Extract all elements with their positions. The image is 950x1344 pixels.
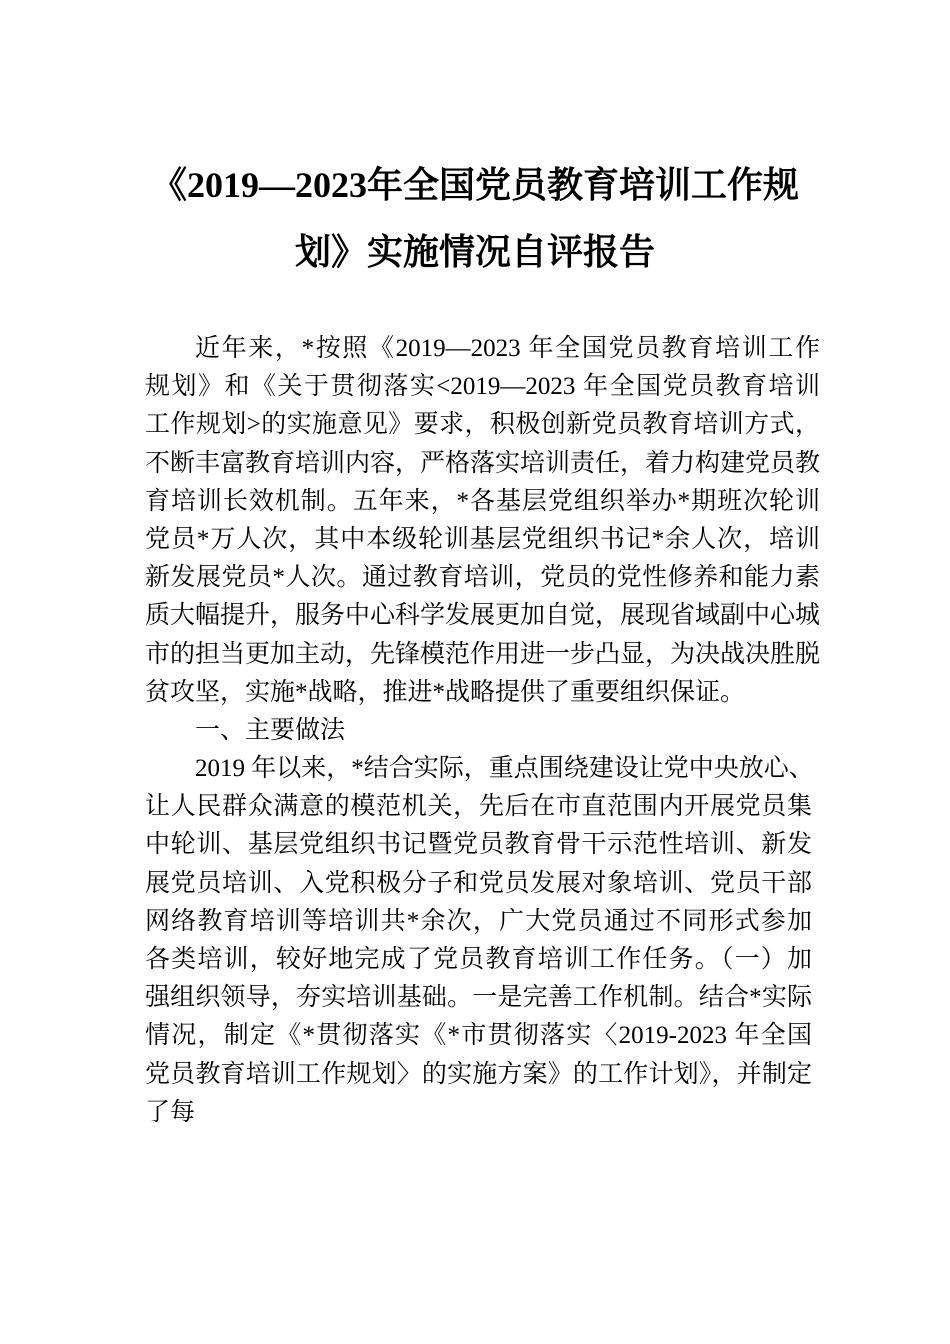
paragraph-main-practices (145, 750, 820, 1132)
text-line: 让人民群众满意的模范机关，先后在市直范围内开展党员集 (145, 793, 812, 821)
text-line: 网络教育培训等培训共*余次，广大党员通过不同形式参加 (145, 907, 812, 935)
text-line: 新发展党员*人次。通过教育培训，党员的党性修养和能力素 (145, 564, 820, 592)
text-line: 展党员培训、入党积极分子和党员发展对象培训、党员干部 (145, 869, 812, 897)
text-line: 党员教育培训工作规划〉的实施方案》的工作计划》，并制定 (145, 1060, 812, 1088)
text-line: 党员*万人次，其中本级轮训基层党组织书记*余人次，培训 (145, 525, 820, 553)
text-line: 质大幅提升，服务中心科学发展更加自觉，展现省域副中心城 (145, 602, 821, 630)
text-line: 情况，制定《*贯彻落实《*市贯彻落实〈2019-2023 年全国 (145, 1022, 812, 1050)
text-line: 规划》和《关于贯彻落实<2019—2023 年全国党员教育培训 (145, 373, 820, 401)
text-line: 工作规划>的实施意见》要求，积极创新党员教育培训方式， (145, 411, 820, 439)
text-line: 强组织领导，夯实培训基础。一是完善工作机制。结合*实际 (145, 984, 812, 1012)
text-line: 市的担当更加主动，先锋模范作用进一步凸显，为决战决胜脱 (145, 640, 821, 668)
text-line: 近年来，*按照《2019—2023 年全国党员教育培训工作 (195, 335, 820, 362)
text-line: 育培训长效机制。五年来，*各基层党组织举办*期班次轮训 (145, 487, 820, 515)
paragraph-intro (145, 330, 820, 712)
document-title-line-2: 划》实施情况自评报告 (294, 232, 655, 272)
text-line: 2019 年以来，*结合实际，重点围绕建设让党中央放心、 (195, 755, 814, 783)
document-body (145, 330, 820, 1132)
section-heading-text: 一、主要做法 (195, 716, 346, 744)
text-line: 贫攻坚，实施*战略，推进*战略提供了重要组织保证。 (145, 678, 746, 706)
text-line: 中轮训、基层党组织书记暨党员教育骨干示范性培训、新发 (145, 831, 812, 859)
text-line: 不断丰富教育培训内容，严格落实培训责任，着力构建党员教 (145, 449, 821, 477)
section-heading (145, 712, 820, 750)
text-line: 了每 (145, 1098, 196, 1126)
document-title-line-1: 《2019—2023年全国党员教育培训工作规 (150, 165, 799, 205)
text-line: 各类培训，较好地完成了党员教育培训工作任务。（一）加 (145, 946, 812, 973)
